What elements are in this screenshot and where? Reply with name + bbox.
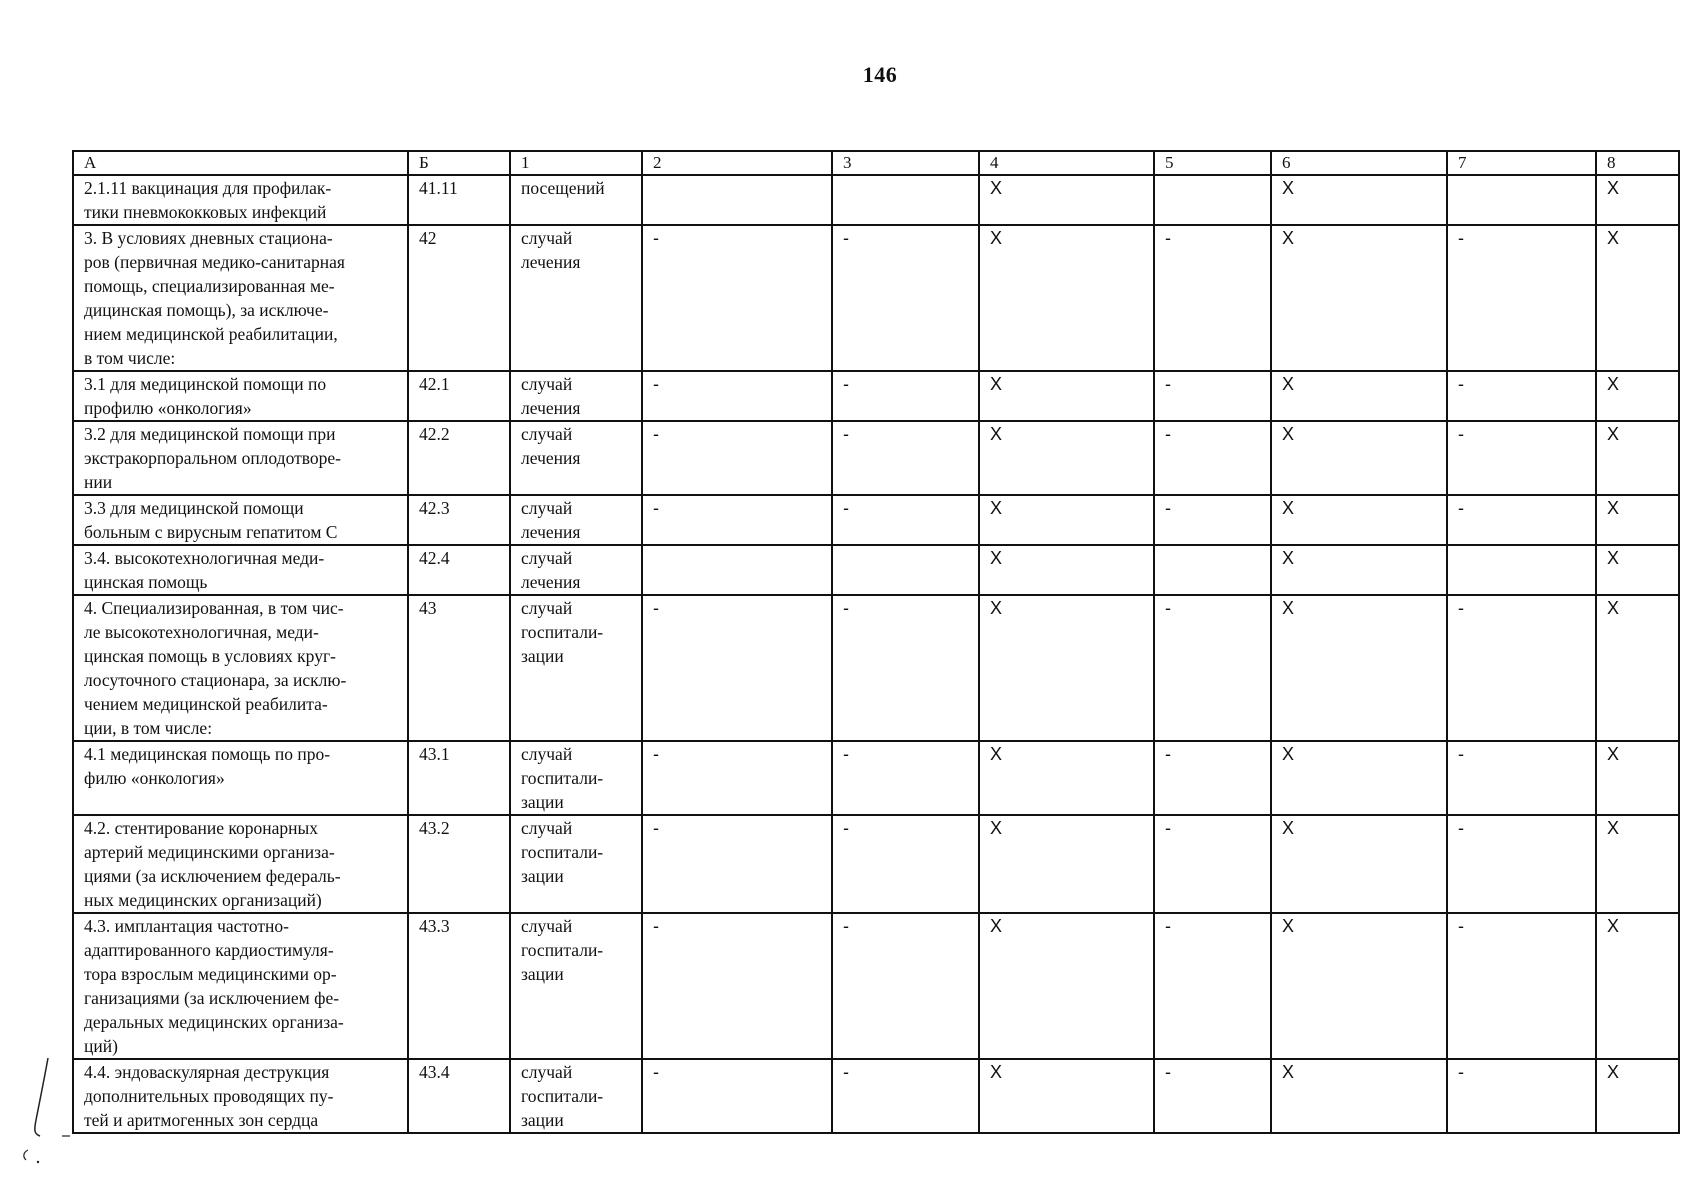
col6-cell: Х xyxy=(1271,913,1447,1059)
col6-cell: Х xyxy=(1271,225,1447,371)
col7-cell: - xyxy=(1447,741,1596,815)
col8-cell: Х xyxy=(1596,495,1679,545)
col4-cell: Х xyxy=(979,225,1154,371)
data-table xyxy=(72,150,1680,1134)
col2-cell xyxy=(642,175,832,225)
row-code-cell: 43.3 xyxy=(408,913,510,1059)
col5-cell: - xyxy=(1154,495,1271,545)
col3-cell: - xyxy=(832,371,979,421)
col6-cell: Х xyxy=(1271,421,1447,495)
row-name-cell: 3.4. высокотехнологичная меди- цинская помощь xyxy=(73,545,408,595)
row-unit-cell: случай лечения xyxy=(510,545,642,595)
row-name-cell: 2.1.11 вакцинация для профилак- тики пневмококковых инфекций xyxy=(73,175,408,225)
row-unit-cell: случай лечения xyxy=(510,371,642,421)
col2-cell: - xyxy=(642,1059,832,1133)
col3-cell: - xyxy=(832,1059,979,1133)
col4-cell: Х xyxy=(979,741,1154,815)
col5-cell: - xyxy=(1154,913,1271,1059)
col2-cell: - xyxy=(642,741,832,815)
table-header-row xyxy=(73,151,1679,175)
row-code-cell: 43.2 xyxy=(408,815,510,913)
margin-pen-mark xyxy=(0,1050,70,1170)
col5-cell: - xyxy=(1154,1059,1271,1133)
row-unit-cell: случай госпитали- зации xyxy=(510,741,642,815)
col3-cell xyxy=(832,545,979,595)
col4-cell: Х xyxy=(979,175,1154,225)
col3-cell xyxy=(832,175,979,225)
col5-cell: - xyxy=(1154,741,1271,815)
col6-cell: Х xyxy=(1271,175,1447,225)
header-cell: Б xyxy=(408,151,510,175)
col2-cell: - xyxy=(642,913,832,1059)
col7-cell: - xyxy=(1447,225,1596,371)
col3-cell: - xyxy=(832,421,979,495)
row-name-cell: 4.4. эндоваскулярная деструкция дополнительных проводящих пу- тей и аритмогенных зон сердца xyxy=(73,1059,408,1133)
col6-cell: Х xyxy=(1271,1059,1447,1133)
col5-cell: - xyxy=(1154,225,1271,371)
table-row xyxy=(73,175,1679,225)
col7-cell: - xyxy=(1447,913,1596,1059)
row-name-cell: 3.1 для медицинской помощи по профилю «онкология» xyxy=(73,371,408,421)
header-cell: 6 xyxy=(1271,151,1447,175)
row-code-cell: 42.4 xyxy=(408,545,510,595)
col3-cell: - xyxy=(832,495,979,545)
col5-cell xyxy=(1154,545,1271,595)
col5-cell: - xyxy=(1154,421,1271,495)
col2-cell: - xyxy=(642,495,832,545)
col6-cell: Х xyxy=(1271,495,1447,545)
header-cell: 5 xyxy=(1154,151,1271,175)
col4-cell: Х xyxy=(979,371,1154,421)
col8-cell: Х xyxy=(1596,1059,1679,1133)
row-name-cell: 4. Специализированная, в том чис- ле высокотехнологичная, меди- цинская помощь в условиях круг- лосуточного стационара, за исклю- чением медицинской реабилита- ции, в том числе: xyxy=(73,595,408,741)
row-code-cell: 42.3 xyxy=(408,495,510,545)
table-row xyxy=(73,495,1679,545)
col7-cell: - xyxy=(1447,495,1596,545)
col8-cell: Х xyxy=(1596,595,1679,741)
col8-cell: Х xyxy=(1596,175,1679,225)
header-cell: 1 xyxy=(510,151,642,175)
row-name-cell: 3. В условиях дневных стациона- ров (первичная медико-санитарная помощь, специализированная ме- дицинская помощь), за исключе- нием медицинской реабилитации, в том числе: xyxy=(73,225,408,371)
row-code-cell: 42.2 xyxy=(408,421,510,495)
col6-cell: Х xyxy=(1271,741,1447,815)
row-unit-cell: случай госпитали- зации xyxy=(510,913,642,1059)
table-row xyxy=(73,1059,1679,1133)
table-row xyxy=(73,913,1679,1059)
col8-cell: Х xyxy=(1596,545,1679,595)
col4-cell: Х xyxy=(979,1059,1154,1133)
table-row xyxy=(73,815,1679,913)
header-cell: 7 xyxy=(1447,151,1596,175)
table-row xyxy=(73,371,1679,421)
row-unit-cell: случай лечения xyxy=(510,225,642,371)
header-cell: А xyxy=(73,151,408,175)
table-row xyxy=(73,225,1679,371)
row-unit-cell: случай госпитали- зации xyxy=(510,815,642,913)
col2-cell: - xyxy=(642,815,832,913)
col7-cell: - xyxy=(1447,1059,1596,1133)
col3-cell: - xyxy=(832,913,979,1059)
row-code-cell: 42.1 xyxy=(408,371,510,421)
table-row xyxy=(73,421,1679,495)
row-unit-cell: посещений xyxy=(510,175,642,225)
col7-cell xyxy=(1447,545,1596,595)
header-cell: 4 xyxy=(979,151,1154,175)
col2-cell xyxy=(642,545,832,595)
col6-cell: Х xyxy=(1271,545,1447,595)
header-cell: 2 xyxy=(642,151,832,175)
col2-cell: - xyxy=(642,595,832,741)
row-name-cell: 4.1 медицинская помощь по про- филю «онкология» xyxy=(73,741,408,815)
col6-cell: Х xyxy=(1271,371,1447,421)
row-name-cell: 3.2 для медицинской помощи при экстракорпоральном оплодотворе- нии xyxy=(73,421,408,495)
col3-cell: - xyxy=(832,815,979,913)
col6-cell: Х xyxy=(1271,595,1447,741)
col4-cell: Х xyxy=(979,545,1154,595)
table-row xyxy=(73,545,1679,595)
col4-cell: Х xyxy=(979,421,1154,495)
row-name-cell: 4.3. имплантация частотно- адаптированного кардиостимуля- тора взрослым медицинскими ор- ганизациями (за исключением фе- деральных медицинских организа- ций) xyxy=(73,913,408,1059)
col2-cell: - xyxy=(642,421,832,495)
col4-cell: Х xyxy=(979,815,1154,913)
table-row xyxy=(73,741,1679,815)
col8-cell: Х xyxy=(1596,371,1679,421)
col7-cell: - xyxy=(1447,371,1596,421)
col5-cell: - xyxy=(1154,595,1271,741)
row-unit-cell: случай лечения xyxy=(510,421,642,495)
col7-cell xyxy=(1447,175,1596,225)
row-name-cell: 3.3 для медицинской помощи больным с вирусным гепатитом С xyxy=(73,495,408,545)
col2-cell: - xyxy=(642,225,832,371)
col4-cell: Х xyxy=(979,595,1154,741)
row-code-cell: 43.4 xyxy=(408,1059,510,1133)
row-code-cell: 43.1 xyxy=(408,741,510,815)
col4-cell: Х xyxy=(979,495,1154,545)
col7-cell: - xyxy=(1447,421,1596,495)
col2-cell: - xyxy=(642,371,832,421)
row-code-cell: 43 xyxy=(408,595,510,741)
header-cell: 3 xyxy=(832,151,979,175)
col5-cell: - xyxy=(1154,371,1271,421)
row-code-cell: 42 xyxy=(408,225,510,371)
col3-cell: - xyxy=(832,225,979,371)
row-name-cell: 4.2. стентирование коронарных артерий медицинскими организа- циями (за исключением федераль- ных медицинских организаций) xyxy=(73,815,408,913)
col8-cell: Х xyxy=(1596,913,1679,1059)
col8-cell: Х xyxy=(1596,225,1679,371)
col3-cell: - xyxy=(832,595,979,741)
row-unit-cell: случай лечения xyxy=(510,495,642,545)
page-number: 146 xyxy=(862,62,898,87)
col4-cell: Х xyxy=(979,913,1154,1059)
row-code-cell: 41.11 xyxy=(408,175,510,225)
col5-cell xyxy=(1154,175,1271,225)
col7-cell: - xyxy=(1447,815,1596,913)
table-row xyxy=(73,595,1679,741)
row-unit-cell: случай госпитали- зации xyxy=(510,1059,642,1133)
col6-cell: Х xyxy=(1271,815,1447,913)
col3-cell: - xyxy=(832,741,979,815)
header-cell: 8 xyxy=(1596,151,1679,175)
col8-cell: Х xyxy=(1596,741,1679,815)
col8-cell: Х xyxy=(1596,815,1679,913)
col5-cell: - xyxy=(1154,815,1271,913)
col7-cell: - xyxy=(1447,595,1596,741)
col8-cell: Х xyxy=(1596,421,1679,495)
row-unit-cell: случай госпитали- зации xyxy=(510,595,642,741)
